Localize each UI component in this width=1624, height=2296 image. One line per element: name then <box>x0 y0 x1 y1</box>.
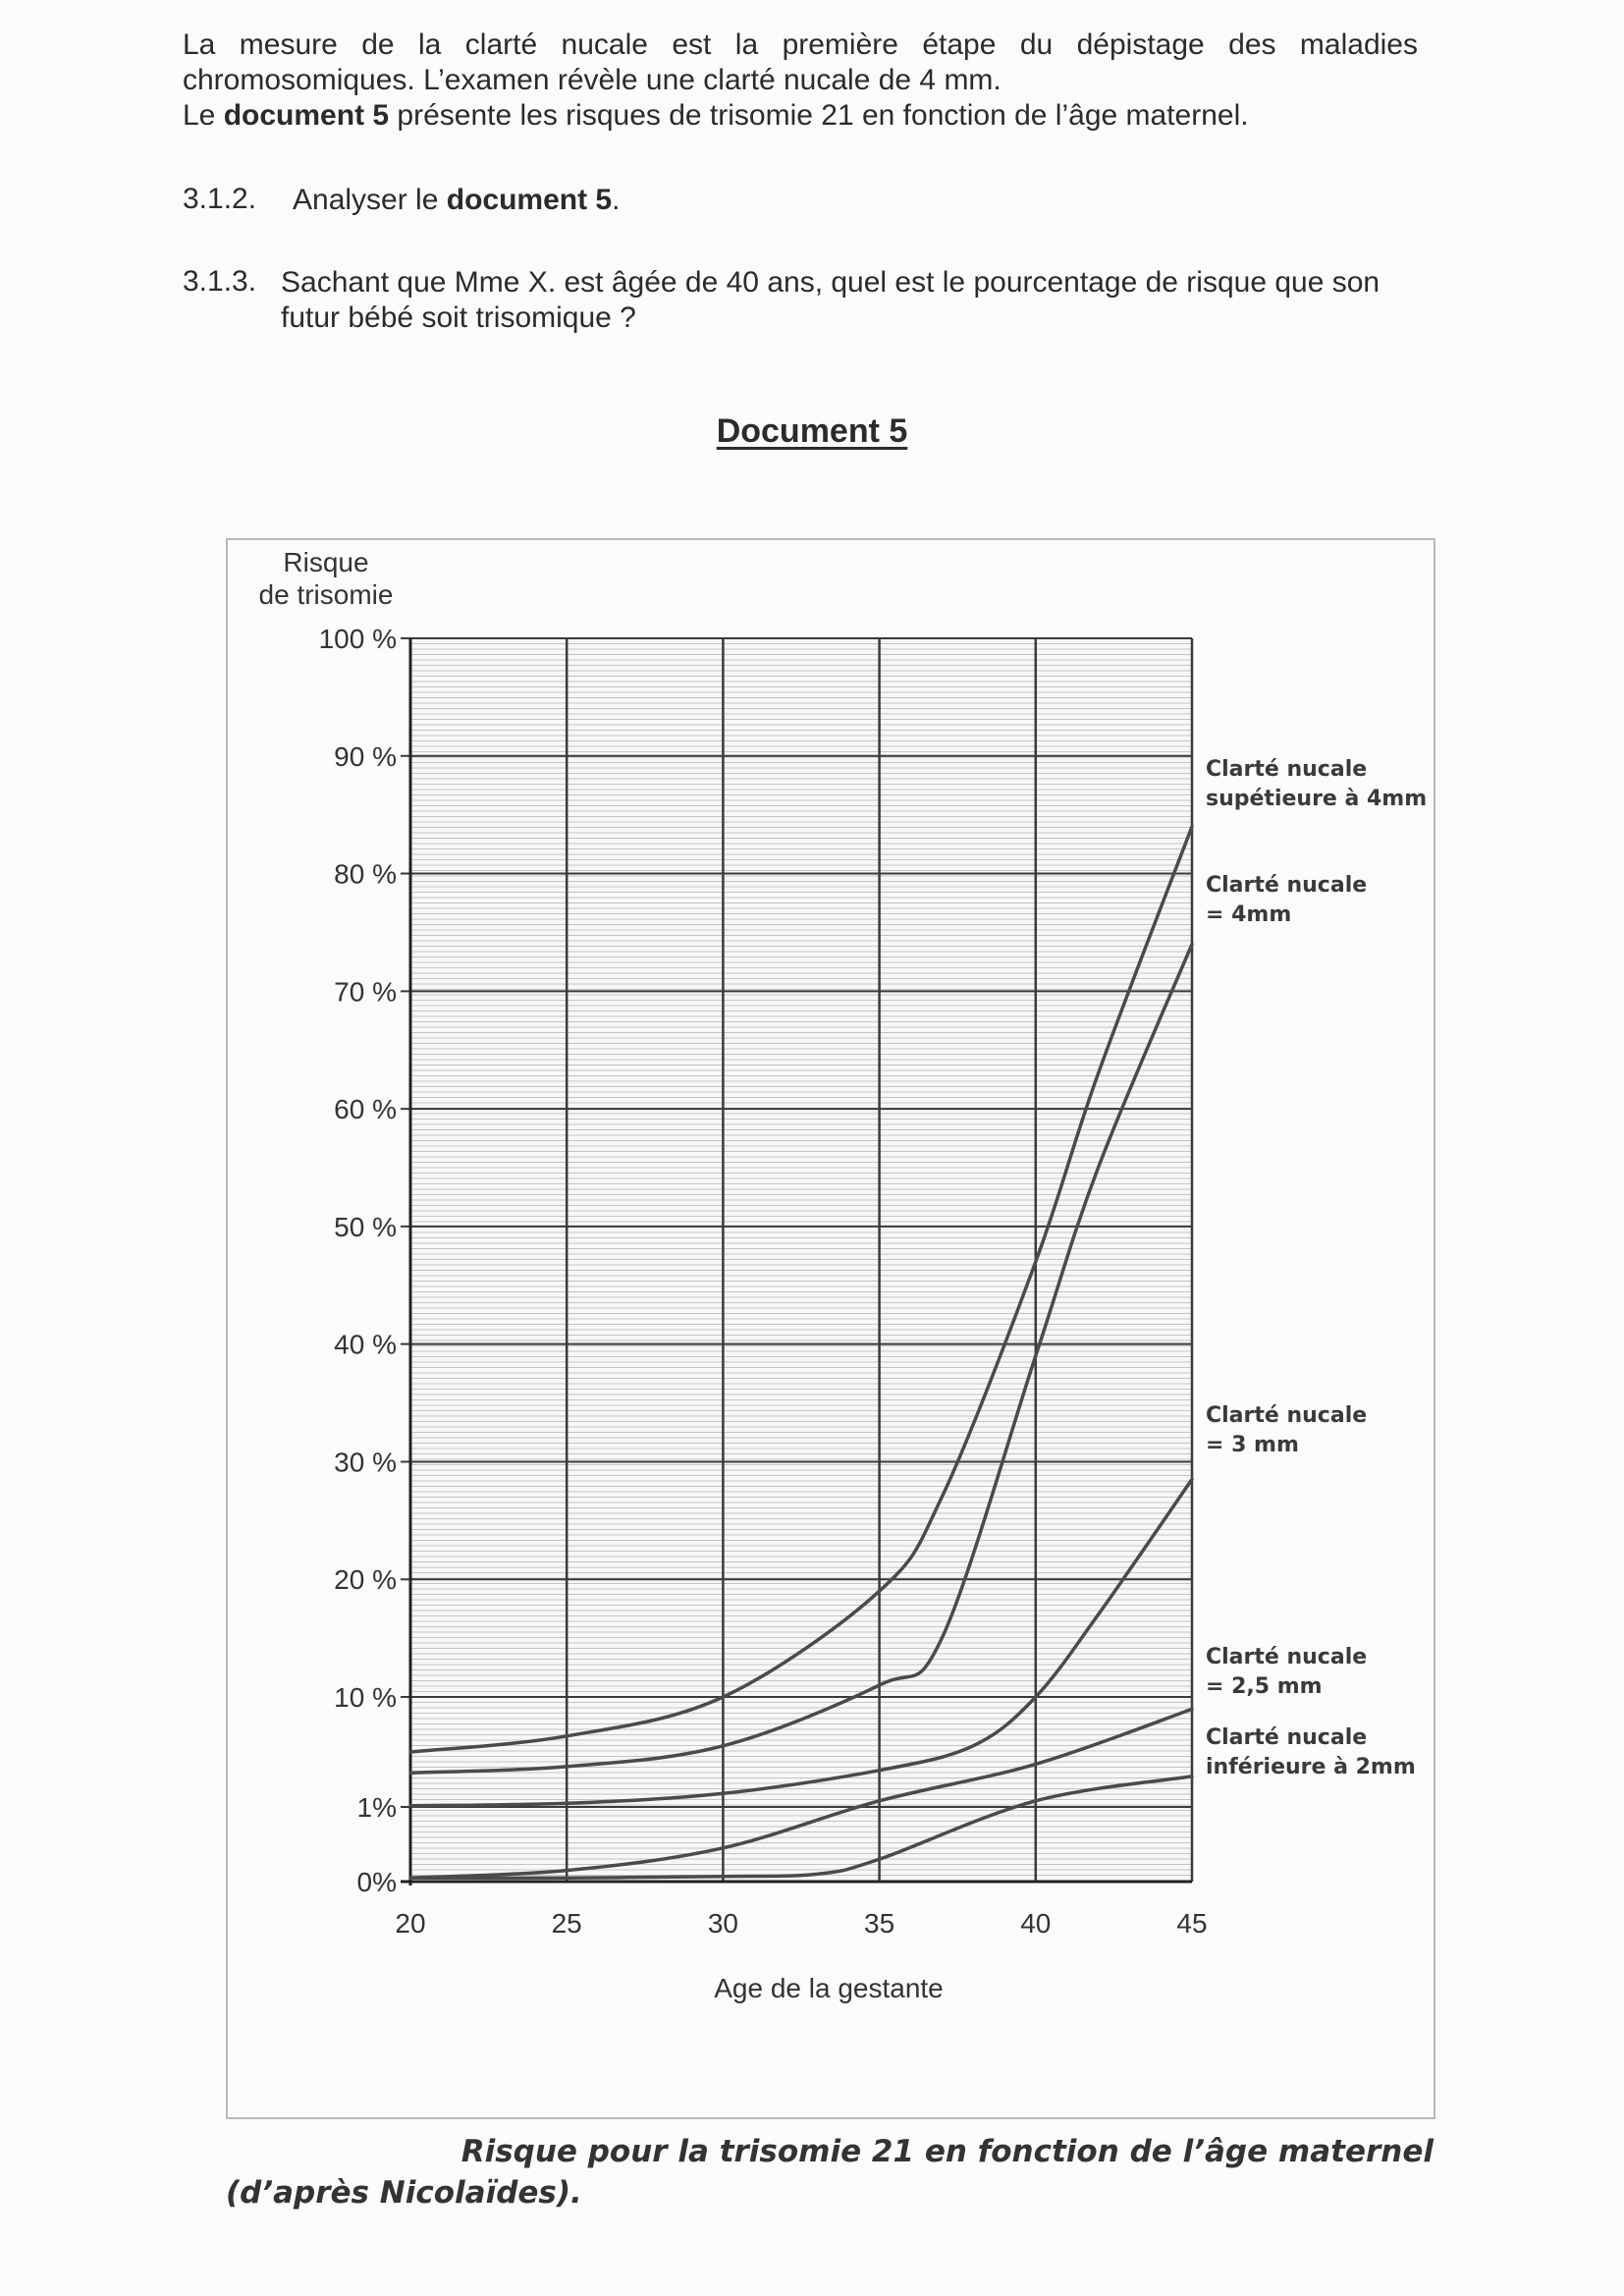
y-tick-label: 20 % <box>334 1564 397 1596</box>
x-tick-label: 35 <box>864 1908 895 1939</box>
y-tick-label: 80 % <box>334 858 397 890</box>
intro-line2-pre: Le <box>183 99 224 132</box>
y-tick-label: 10 % <box>334 1682 397 1713</box>
series-label: = 4mm <box>1206 902 1292 927</box>
series-label: inférieure à 2mm <box>1206 1755 1416 1779</box>
question-number: 3.1.2. <box>183 183 257 215</box>
y-tick-label: 100 % <box>318 624 397 654</box>
intro-doc-ref: document 5 <box>223 99 390 132</box>
series-label: Clarté nucale <box>1206 757 1368 782</box>
x-tick-label: 45 <box>1176 1908 1208 1939</box>
caption-line-2: (d’après Nicolaïdes). <box>226 2175 582 2211</box>
question-pre: Analyser le <box>293 184 447 216</box>
y-tick-label: 0% <box>356 1867 397 1897</box>
series-label: supétieure à 4mm <box>1206 787 1428 811</box>
y-tick-label: 50 % <box>334 1211 397 1242</box>
series-label: = 3 mm <box>1206 1433 1299 1457</box>
series-label: Clarté nucale <box>1206 1725 1368 1750</box>
y-tick-label: 60 % <box>334 1094 397 1125</box>
x-tick-label: 20 <box>395 1908 426 1939</box>
intro-line2-post: présente les risques de trisomie 21 en fonction de l’âge maternel. <box>389 99 1249 132</box>
x-tick-label: 40 <box>1020 1908 1052 1939</box>
intro-text: La mesure de la clarté nucale est la première étape du dépistage des maladies chromosomiques. L’examen révèle une clarté nucale de 4 mm. <box>183 28 1418 96</box>
question-doc-ref: document 5 <box>446 184 613 216</box>
question-number: 3.1.3. <box>183 265 257 298</box>
figure-caption <box>226 2131 1434 2214</box>
y-tick-label: 90 % <box>334 740 397 772</box>
x-tick-label: 25 <box>551 1908 582 1939</box>
series-label: Clarté nucale <box>1206 1403 1368 1428</box>
y-tick-label: 1% <box>356 1792 397 1823</box>
y-axis-label: Risque <box>283 547 369 577</box>
series-label: Clarté nucale <box>1206 1645 1368 1669</box>
y-axis-label: de trisomie <box>258 579 394 610</box>
question-post: . <box>612 184 621 216</box>
y-tick-label: 70 % <box>334 976 397 1008</box>
y-tick-label: 40 % <box>334 1329 397 1360</box>
x-axis-label: Age de la gestante <box>714 1973 944 2003</box>
caption-line-1: Risque pour la trisomie 21 en fonction de l’âge maternel <box>460 2134 1434 2169</box>
x-tick-label: 30 <box>707 1908 738 1939</box>
series-label: = 2,5 mm <box>1206 1674 1323 1699</box>
document-title: Document 5 <box>716 412 908 450</box>
series-label: Clarté nucale <box>1206 873 1368 898</box>
y-tick-label: 30 % <box>334 1447 397 1478</box>
question-text: Sachant que Mme X. est âgée de 40 ans, quel est le pourcentage de risque que son futur bébé soit trisomique ? <box>281 266 1380 334</box>
